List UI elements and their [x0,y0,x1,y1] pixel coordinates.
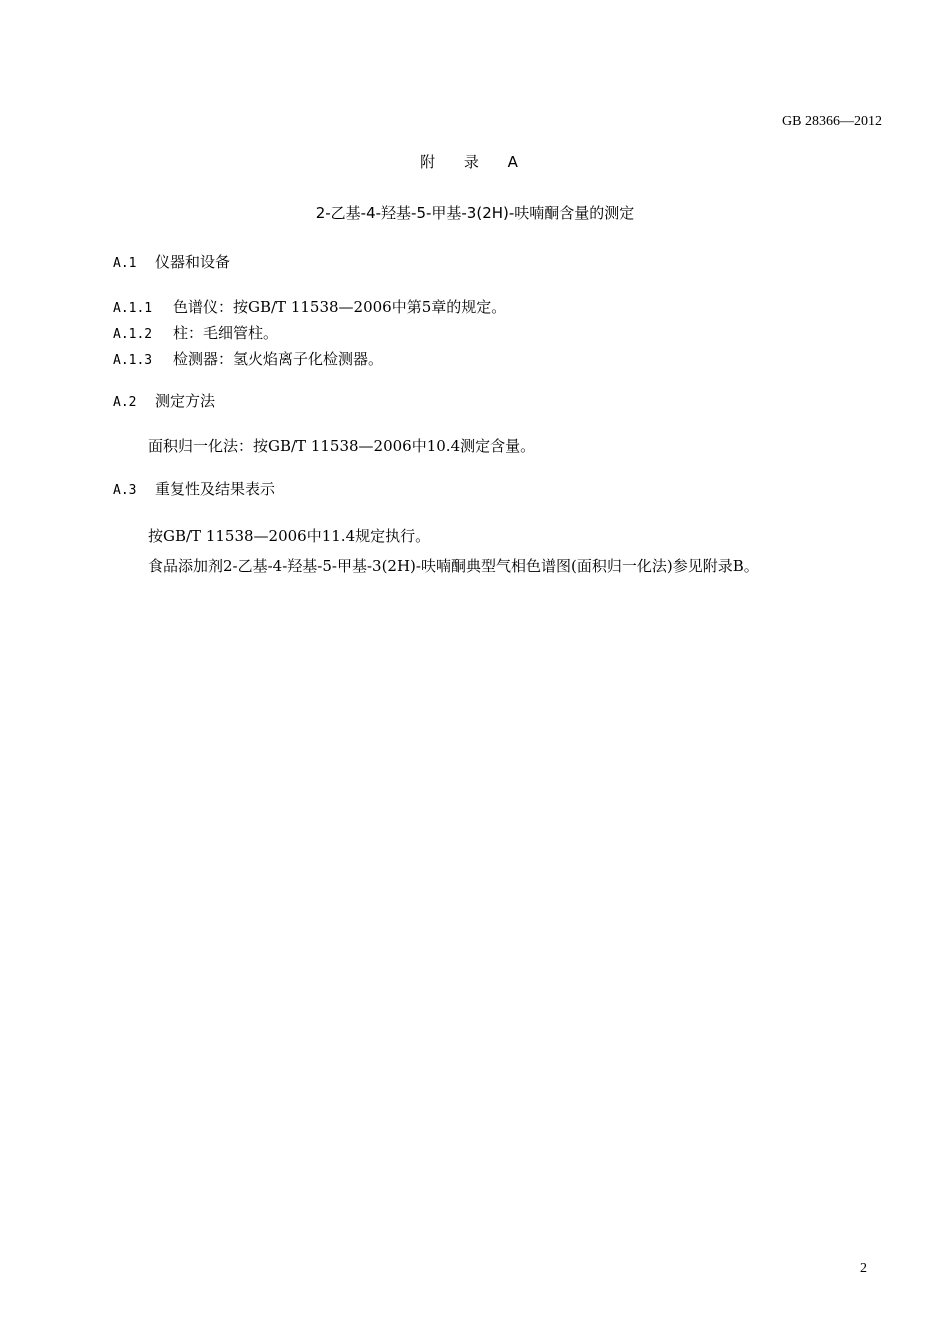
document-title: 2-乙基-4-羟基-5-甲基-3(2H)-呋喃酮含量的测定 [315,204,635,222]
section-title: 仪器和设备 [155,253,231,271]
section-title: 重复性及结果表示 [155,480,276,498]
appendix-title: 附 录 A [420,153,530,171]
clause-text: 色谱仪：按GB/T 11538—2006中第5章的规定。 [173,298,507,316]
paragraph-a3-2: 食品添加剂2-乙基-4-羟基-5-甲基-3(2H)-呋喃酮典型气相色谱图(面积归一化法)参见附录B。 [148,557,759,575]
section-number: A.2 [113,395,137,410]
clause-a1-1 [113,296,506,317]
clause-text: 检测器：氢火焰离子化检测器。 [173,350,384,368]
section-a3-heading [113,478,275,499]
section-a1-heading [113,251,230,272]
clause-number: A.1.1 [113,301,153,316]
clause-number: A.1.2 [113,327,153,342]
paragraph-a2: 面积归一化法：按GB/T 11538—2006中10.4测定含量。 [148,437,536,455]
section-number: A.1 [113,256,137,271]
clause-a1-2 [113,322,278,343]
clause-a1-3 [113,348,383,369]
clause-text: 柱：毛细管柱。 [173,324,279,342]
standard-number: GB 28366—2012 [782,114,882,129]
page-number: 2 [860,1261,867,1276]
section-a2-heading [113,390,215,411]
section-title: 测定方法 [155,392,216,410]
clause-number: A.1.3 [113,353,153,368]
section-number: A.3 [113,483,137,498]
paragraph-a3-1: 按GB/T 11538—2006中11.4规定执行。 [148,527,431,545]
